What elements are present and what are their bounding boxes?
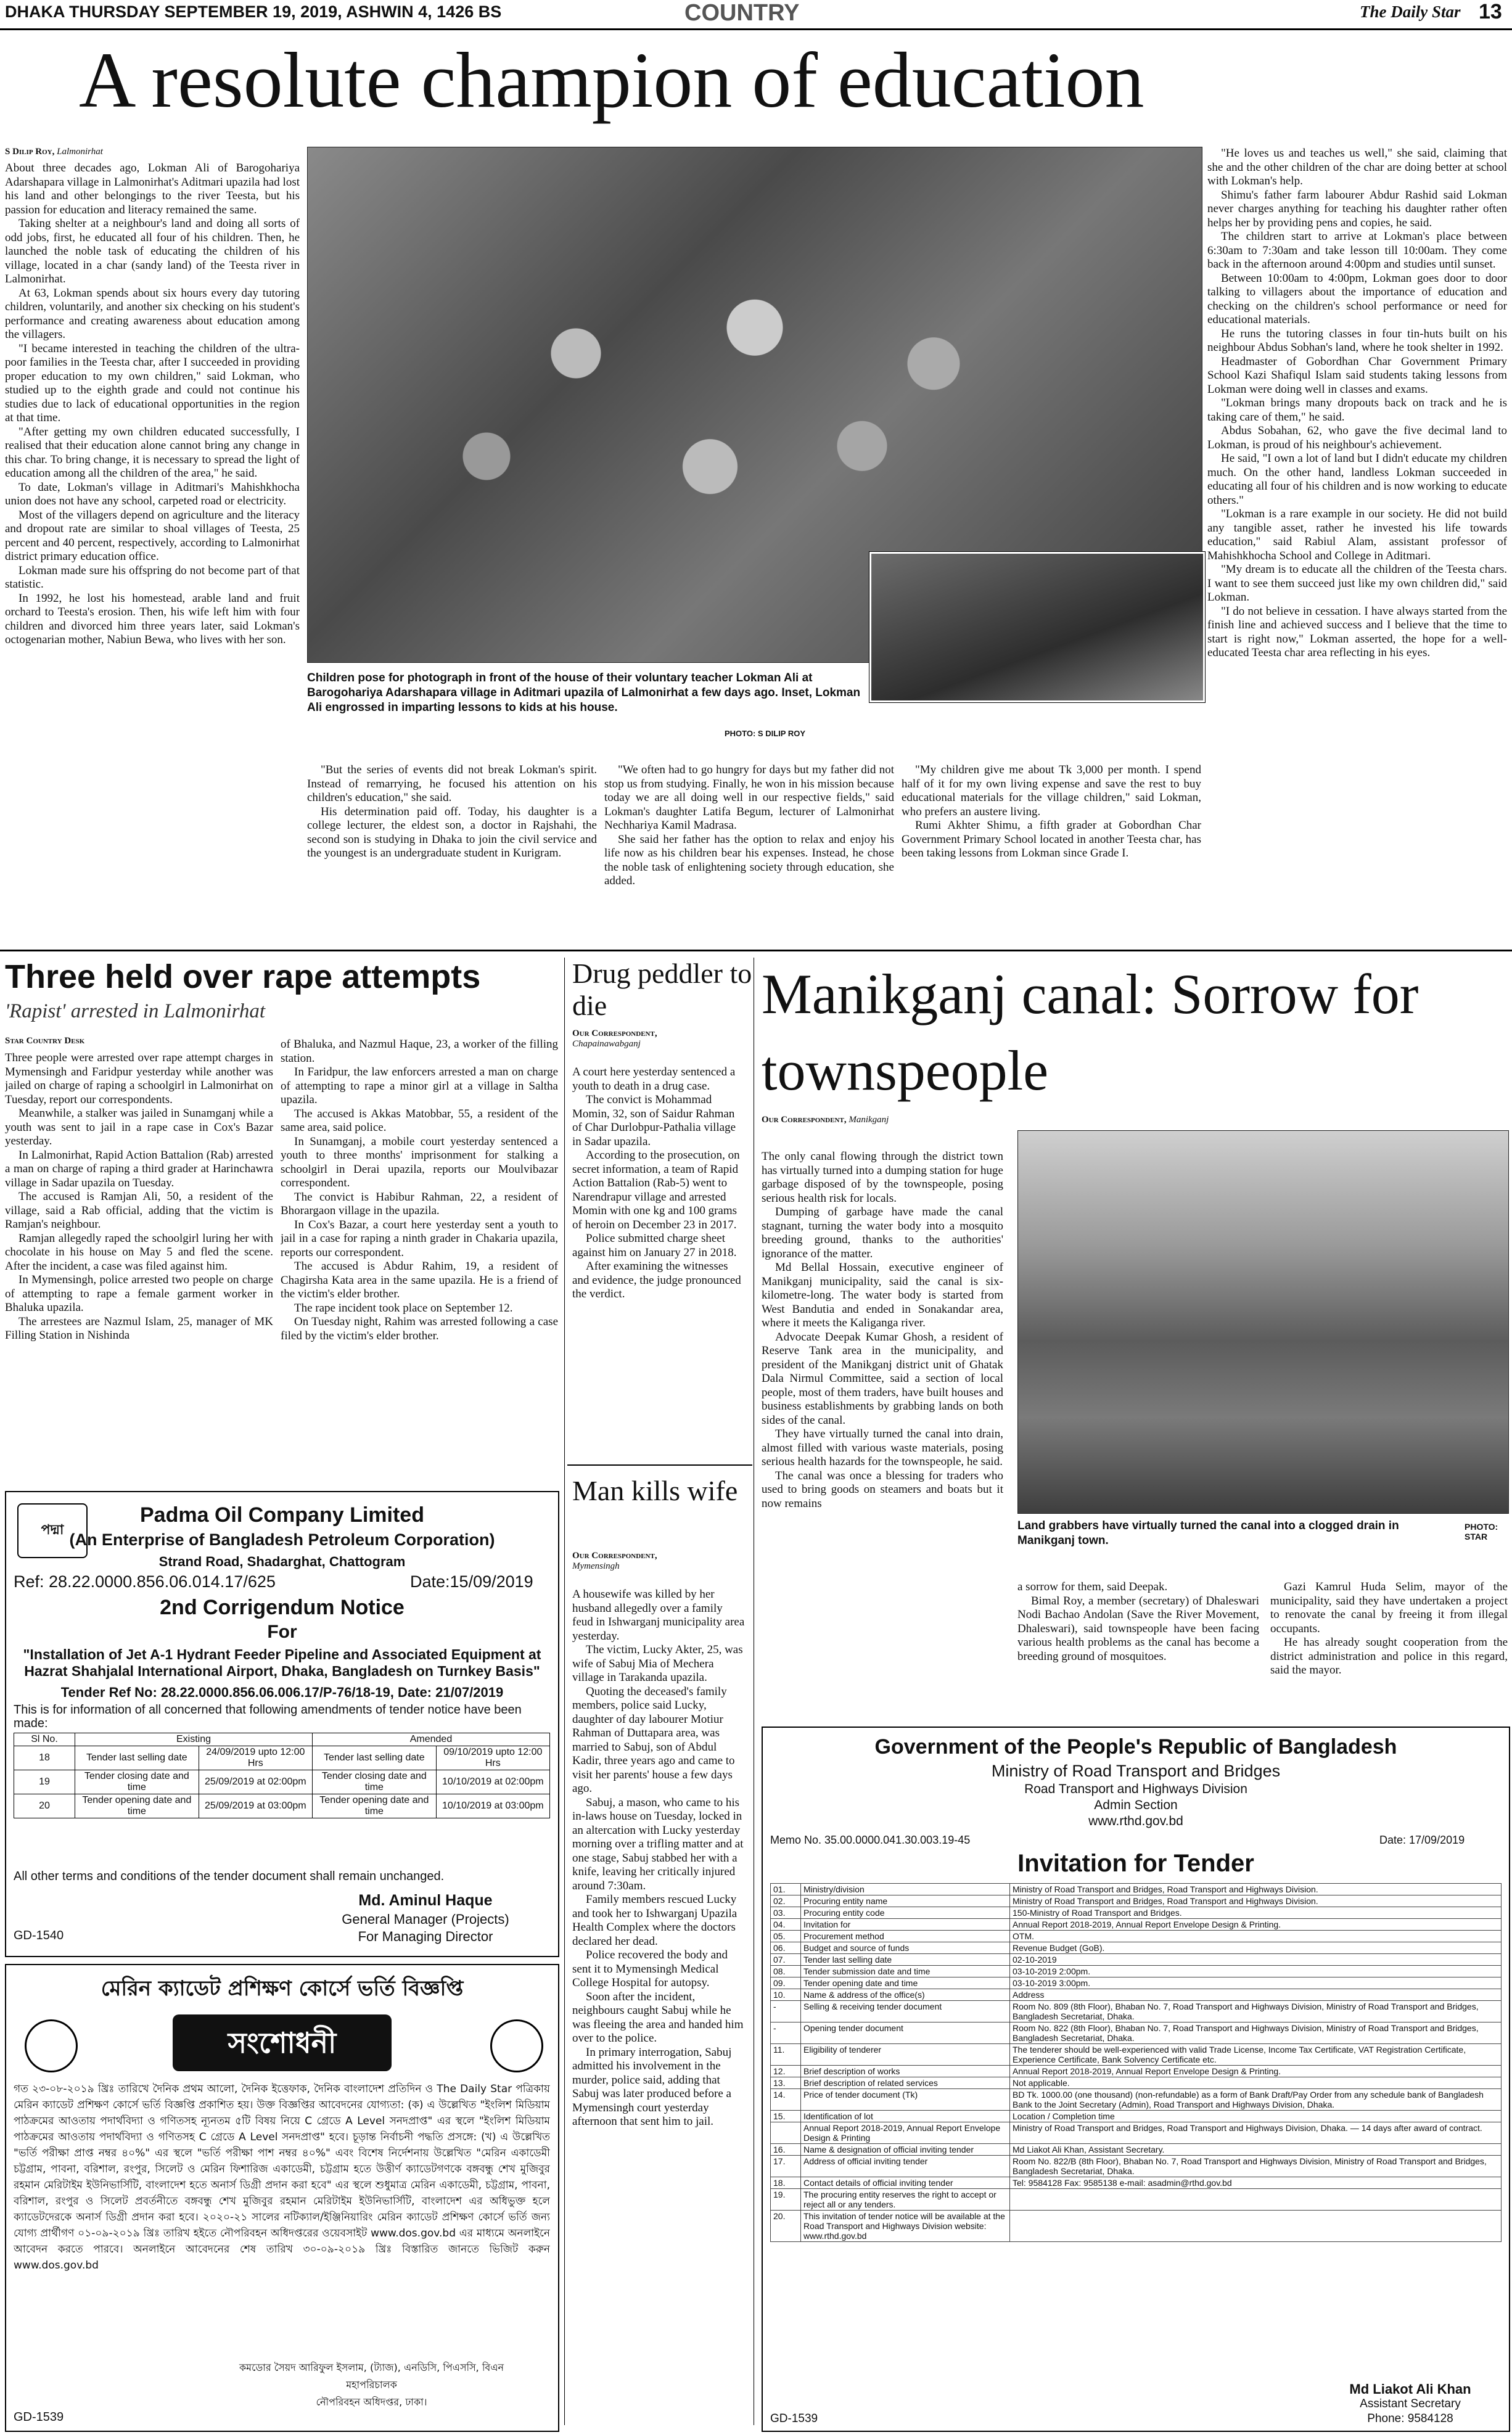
table-cell: 08.	[771, 1966, 801, 1977]
table-cell: 02-10-2019	[1010, 1954, 1502, 1966]
gov-signer-phone: Phone: 9584128	[1367, 2412, 1453, 2425]
lead-headline: A resolute champion of education	[79, 36, 1144, 124]
wife-byline-name: Our Correspondent,	[572, 1551, 657, 1561]
paragraph: "But the series of events did not break Lokman's spirit. Instead of remarrying, he focused his attention on his children's education," she said.	[307, 763, 597, 804]
gov-date: Date: 17/09/2019	[1379, 1834, 1465, 1846]
paragraph: He runs the tutoring classes in four tin-huts built on his neighbour Abdus Sobhan's land, where he took shelter in 1992.	[1207, 327, 1507, 354]
paragraph: "We often had to go hungry for days but my father did not stop us from studying. Finally, he won in his mission because today we are all doing well in our respective fields," said Lokman's daughter Latifa Begum, lecturer of Lalmonirhat Nechhariya Kamil Madrasa.	[604, 763, 894, 832]
paragraph: A housewife was killed by her husband allegedly over a family feud in Ishwarganj municipality area yesterday.	[572, 1588, 745, 1643]
lead-byline-name: S Dilip Roy,	[5, 147, 55, 157]
section-divider	[0, 950, 1512, 951]
gov-tender-ad	[762, 1727, 1510, 2432]
table-cell: Tel: 9584128 Fax: 9585138 e-mail: asadmin@rthd.gov.bd	[1010, 2177, 1502, 2189]
table-cell: 19.	[771, 2189, 801, 2211]
table-cell: 24/09/2019 upto 12:00 Hrs	[199, 1746, 312, 1770]
paragraph: Police submitted charge sheet against him on January 27 in 2018.	[572, 1232, 737, 1259]
table-row	[771, 1942, 1502, 1954]
canal-photo-credit: PHOTO: STAR	[1465, 1522, 1498, 1542]
table-cell: 25/09/2019 at 02:00pm	[199, 1770, 312, 1794]
table-cell: 02.	[771, 1895, 801, 1907]
paragraph: The accused is Akkas Matobbar, 55, a resident of the same area, said police.	[281, 1107, 558, 1134]
table-cell: 16.	[771, 2144, 801, 2156]
canal-col1	[762, 1150, 1003, 1708]
table-cell: Ministry/division	[801, 1884, 1010, 1895]
table-cell: 05.	[771, 1931, 801, 1942]
paragraph: "My children give me about Tk 3,000 per month. I spend half of it for my own living expense and save the rest to buy educational materials for the village children," said Lokman, who prefers an austere living.	[902, 763, 1201, 818]
wife-byline	[572, 1551, 757, 1572]
table-cell: Tender opening date and time	[801, 1977, 1010, 1989]
table-cell: Tender closing date and time	[312, 1770, 436, 1794]
paragraph: He has already sought cooperation from the district administration and police in this regard, said the mayor.	[1270, 1636, 1508, 1677]
table-cell: Tender last selling date	[312, 1746, 436, 1770]
table-cell: 150-Ministry of Road Transport and Bridges.	[1010, 1907, 1502, 1919]
bangladesh-emblem-icon	[25, 2019, 78, 2072]
paragraph: "Lokman brings many dropouts back on track and he is taking care of them," he said.	[1207, 396, 1507, 424]
table-cell: Room No. 822/B (8th Floor), Bhaban No. 7, Road Transport and Highways Division, Ministry of Road Transport and Bridges, Bangladesh Secretariat, Dhaka.	[1010, 2156, 1502, 2177]
table-header: Sl No.	[14, 1733, 75, 1746]
paragraph: Headmaster of Gobordhan Char Government Primary School Kazi Shafiqul Islam said students taking lessons from Lokman were doing well in classes and exams.	[1207, 355, 1507, 396]
table-cell: 20	[14, 1794, 75, 1818]
table-cell: Name & address of the office(s)	[801, 1989, 1010, 2001]
paragraph: The arrestees are Nazmul Islam, 25, manager of MK Filling Station in Nishinda	[5, 1315, 273, 1342]
table-row	[771, 1977, 1502, 1989]
paragraph: In Mymensingh, police arrested two people on charge of attempting to rape a female garment worker in Bhaluka upazila.	[5, 1273, 273, 1314]
gov-signer: Md Liakot Ali Khan	[1349, 2381, 1471, 2397]
table-row	[771, 2111, 1502, 2122]
table-cell: 10/10/2019 at 03:00pm	[436, 1794, 549, 1818]
table-cell: OTM.	[1010, 1931, 1502, 1942]
table-row	[771, 2022, 1502, 2044]
table-cell: 19	[14, 1770, 75, 1794]
gov-tender-title: Invitation for Tender	[1017, 1850, 1254, 1877]
paragraph: Rumi Akhter Shimu, a fifth grader at Gobordhan Char Government Primary School located in another Teesta char, has been taking lessons from Lokman since Grade I.	[902, 819, 1201, 860]
table-row	[771, 2077, 1502, 2089]
paragraph: To date, Lokman's village in Aditmari's Mahishkhocha union does not have any school, carpeted road or electricity.	[5, 480, 300, 507]
paragraph: Ramjan allegedly raped the schoolgirl luring her with chocolate in his house on May 5 and fled the scene. After the incident, a case was filed against him.	[5, 1231, 273, 1273]
table-cell: 18	[14, 1746, 75, 1770]
lead-col2	[307, 763, 597, 936]
wife-byline-place: Mymensingh	[572, 1561, 620, 1571]
paragraph: In 1992, he lost his homestead, arable land and fruit orchard to Teesta's erosion. Then, his wife left him with four children and divorced him three years later, said Lokman's octogenarian mother, Nabiun Bewa, who lives with her son.	[5, 591, 300, 646]
table-cell: 10.	[771, 1989, 801, 2001]
paragraph: Shimu's father farm labourer Abdur Rashid said Lokman never charges anything for teaching his daughter rather often helps her by providing pens and copies, he said.	[1207, 188, 1507, 229]
table-cell: Annual Report 2018-2019, Annual Report Envelope Design & Printing	[801, 2122, 1010, 2144]
table-cell: 12.	[771, 2066, 801, 2077]
table-row	[771, 1907, 1502, 1919]
table-cell: 04.	[771, 1919, 801, 1931]
gov-code: GD-1539	[770, 2412, 818, 2425]
paragraph: Advocate Deepak Kumar Ghosh, a resident of Reserve Tank area in the municipality, and president of the Manikganj district unit of Ghatak Dala Nirmul Committee, said a section of local people, most of them traders, have built houses and business establishments by grabbing lands on both sides of the canal.	[762, 1330, 1003, 1427]
marine-signer1: কমডোর সৈয়দ আরিফুল ইসলাম, (ট্যাজ), এনডিসি, পিএসসি, বিএন	[239, 2362, 504, 2373]
paragraph: Lokman made sure his offspring do not become part of that statistic.	[5, 564, 300, 591]
table-cell: Name & designation of official inviting tender	[801, 2144, 1010, 2156]
table-cell: Ministry of Road Transport and Bridges, Road Transport and Highways Division.	[1010, 1884, 1502, 1895]
table-cell: 01.	[771, 1884, 801, 1895]
padma-amendment-table	[14, 1733, 550, 1818]
table-row	[771, 2044, 1502, 2066]
drug-byline-name: Our Correspondent,	[572, 1029, 657, 1038]
padma-date: Date:15/09/2019	[410, 1572, 533, 1591]
gov-section: Admin Section	[1094, 1798, 1178, 1812]
lead-col3	[604, 763, 894, 936]
lead-col1	[5, 162, 300, 932]
paragraph: "He loves us and teaches us well," she said, claiming that she and the other children of the char are doing better at school with Lokman's help.	[1207, 147, 1507, 187]
paragraph: The rape incident took place on September 12.	[294, 1301, 513, 1315]
paragraph: A court here yesterday sentenced a youth to death in a drug case.	[572, 1066, 736, 1093]
table-cell: 15.	[771, 2111, 801, 2122]
lead-byline	[5, 147, 103, 157]
padma-logo-text: পদ্মা	[41, 1522, 64, 1538]
marine-body: গত ২৩-০৮-২০১৯ খ্রিঃ তারিখে দৈনিক প্রথম আলো, দৈনিক ইত্তেফাক, দৈনিক বাংলাদেশ প্রতিদিন ও The Daily Star পত্রিকায় মেরিন ক্যাডেট প্রশিক্ষণ কোর্সে ভর্তি বিজ্ঞপ্তি প্রকাশিত হয়। উক্ত বিজ্ঞপ্তির আবেদনের যোগ্যতা: (ক) এ উল্লেখিত "ইংলিশ মিডিয়াম পাঠক্রমের আওতায় পদার্থবিদ্যা ও গণিতসহ ন্যূনতম ৫টি বিষয় নিয়ে C গ্রেডে A Level সনদপ্রাপ্ত" এর স্থলে "ইংলিশ মিডিয়াম পাঠক্রমের আওতায় পদার্থবিদ্যা ও গণিতসহ C গ্রেডে A Level সনদপ্রাপ্ত" হবে। চূড়ান্ত নির্বাচনী পদ্ধতি প্রসঙ্গে: (খ) এ উল্লেখিত "ভর্তি পরীক্ষা প্রাপ্ত নম্বর ৪০%" এর স্থলে "ভর্তি পরীক্ষা পাশ নম্বর ৪০%" এবং বিশেষ নির্দেশনায় উল্লেখিত "মেরিন একাডেমী চট্টগ্রাম, পাবনা, বরিশাল, রংপুর, সিলেট ও মেরিন ফিশারিজ একাডেমী, চট্টগ্রাম হতে উত্তীর্ণ ক্যাডেটগণকে বঙ্গবন্ধু শেখ মুজিবুর রহমান মেরিটাইম ইউনিভার্সিটি, বাংলাদেশ হতে অনার্স ডিগ্রী প্রদান করা হবে" এর স্থলে শুধুমাত্র মেরিন একাডেমী, চট্টগ্রাম, পাবনা, বরিশাল, রংপুর ও সিলেট প্রবর্তনীতে বঙ্গবন্ধু শেখ মুজিবুর রহমান মেরিটাইম ইউনিভার্সিটি, বাংলাদেশ এর অধিভুক্ত হলে ক্যাডেটদেরকে অনার্স ডিগ্রী প্রদান করা হবে। ২০২০-২১ সালের নটিক্যাল/ইঞ্জিনিয়ারিং মেরিন ক্যাডেট প্রশিক্ষণ কোর্সে ভর্তি জন্য যোগ্য প্রার্থীগণ ০১-০৯-২০১৯ খ্রিঃ তারিখ হইতে নৌপরিবহন অধিদপ্তরের ওয়েবসাইট www.dos.gov.bd এর মাধ্যমে অনলাইনে আবেদন করতে পারবে। অনলাইনে আবেদনের শেষ তারিখ ৩০-০৯-২০১৯ খ্রিঃ বিস্তারিত জানতে ভিজিট করুন www.dos.gov.bd	[14, 2083, 550, 2272]
table-header: Existing	[75, 1733, 313, 1746]
table-cell: Ministry of Road Transport and Bridges, Road Transport and Highways Division.	[1010, 1895, 1502, 1907]
paragraph: In Sunamganj, a mobile court yesterday sentenced a youth to three months' imprisonment for stalking a schoolgirl in Derai upazila, reports our Moulvibazar correspondent.	[281, 1135, 558, 1189]
canal-headline: Manikganj canal: Sorrow for townspeople	[762, 963, 1419, 1102]
paragraph: After examining the witnesses and evidence, the judge pronounced the verdict.	[572, 1260, 741, 1300]
paragraph: Taking shelter at a neighbour's land and doing all sorts of odd jobs, first, he educated all four of his children. Then, he launched the noble task of educating the children of his village, located in a char (sandy land) of the Teesta river in Lalmonirhat.	[5, 217, 300, 285]
drug-byline	[572, 1029, 757, 1049]
paragraph: Quoting the deceased's family members, police said Lucky, daughter of day labourer Motiur Rahman of Duttapara area, was married to Sabuj, son of Abdul Kadir, three years ago and came to visit her parents' house a few days ago.	[572, 1685, 735, 1795]
table-cell: Tender submission date and time	[801, 1966, 1010, 1977]
paragraph: of Bhaluka, and Nazmul Haque, 23, a worker of the filling station.	[281, 1038, 558, 1065]
table-header-row	[14, 1733, 550, 1746]
marine-code: GD-1539	[14, 2410, 64, 2424]
paragraph: The accused is Abdur Rahim, 19, a resident of Chagirsha Kata area in the same upazila. He is a friend of the victim's elder brother.	[281, 1260, 558, 1300]
table-cell: Md Liakot Ali Khan, Assistant Secretary.	[1010, 2144, 1502, 2156]
canal-byline-name: Our Correspondent,	[762, 1115, 847, 1125]
column-rule	[564, 958, 565, 2425]
paragraph: "Lokman is a rare example in our society. He did not build any tangible asset, rather he invested his life towards education," said Rabiul Alam, assistant professor of Mahishkhocha School and College in Aditmari.	[1207, 507, 1507, 562]
table-cell: Procuring entity code	[801, 1907, 1010, 1919]
canal-photo	[1017, 1130, 1509, 1514]
table-cell: -	[771, 2022, 801, 2044]
dos-logo-icon	[490, 2019, 543, 2072]
table-cell: Opening tender document	[801, 2022, 1010, 2044]
gov-title: Government of the People's Republic of Bangladesh	[874, 1735, 1397, 1759]
table-cell: Room No. 822 (8th Floor), Bhaban No. 7, Road Transport and Highways Division, Ministry of Road Transport and Bridges, Bangladesh Secretariat, Dhaka.	[1010, 2022, 1502, 2044]
table-cell: Budget and source of funds	[801, 1942, 1010, 1954]
paragraph: a sorrow for them, said Deepak.	[1017, 1580, 1168, 1593]
marine-signer3: নৌপরিবহন অধিদপ্তর, ঢাকা।	[316, 2396, 427, 2408]
table-cell: Brief description of related services	[801, 2077, 1010, 2089]
padma-tender-ref: Tender Ref No: 28.22.0000.856.06.006.17/P-76/18-19, Date: 21/07/2019	[60, 1685, 504, 1700]
paragraph: His determination paid off. Today, his daughter is a college lecturer, the eldest son, a doctor in Rajshahi, the second son is studying in Dhaka to join the civil service and the youngest is an undergraduate student in Kurigram.	[307, 805, 597, 860]
canal-col2	[1017, 1580, 1259, 1710]
table-cell: Tender opening date and time	[75, 1794, 199, 1818]
gov-website: www.rthd.gov.bd	[1088, 1814, 1183, 1828]
rape-col2	[281, 1038, 558, 1458]
paragraph: The accused is Ramjan Ali, 50, a resident of the village, said a Rab official, adding that the victim is Ramjan's neighbour.	[5, 1190, 273, 1231]
table-row	[771, 1931, 1502, 1942]
table-row	[771, 2144, 1502, 2156]
dateline: DHAKA THURSDAY SEPTEMBER 19, 2019, ASHWIN 4, 1426 BS	[5, 2, 502, 21]
lead-caption: Children pose for photograph in front of the house of their voluntary teacher Lokman Ali at Barogohariya Adarshapara village in Aditmari upazila of Lalmonirhat a few days ago. Inset, Lokman Ali engrossed in imparting lessons to kids at his house.	[307, 671, 861, 714]
table-row	[771, 2089, 1502, 2111]
table-cell: 25/09/2019 at 03:00pm	[199, 1794, 312, 1818]
drug-headline: Drug peddler to die	[572, 958, 752, 1021]
table-cell: 20.	[771, 2211, 801, 2242]
table-cell	[1010, 2189, 1502, 2211]
table-row	[771, 2189, 1502, 2211]
padma-signer-title2: For Managing Director	[358, 1929, 493, 1944]
table-cell: Address of official inviting tender	[801, 2156, 1010, 2177]
canal-caption: Land grabbers have virtually turned the canal into a clogged drain in Manikganj town.	[1017, 1519, 1399, 1547]
marine-signer2: মহাপরিচালক	[346, 2379, 397, 2391]
table-row	[771, 2001, 1502, 2022]
table-cell: Annual Report 2018-2019, Annual Report Envelope Design & Printing.	[1010, 1919, 1502, 1931]
rape-col1	[5, 1051, 273, 1458]
table-cell: 07.	[771, 1954, 801, 1966]
padma-address: Strand Road, Shadarghat, Chattogram	[158, 1554, 406, 1569]
marine-banner	[173, 2014, 392, 2071]
table-cell: Procuring entity name	[801, 1895, 1010, 1907]
table-cell: Price of tender document (Tk)	[801, 2089, 1010, 2111]
gov-ministry: Ministry of Road Transport and Bridges	[991, 1762, 1281, 1780]
table-header: Amended	[312, 1733, 549, 1746]
page-number: 13	[1479, 0, 1502, 23]
paragraph: Bimal Roy, a member (secretary) of Dhaleswari Nodi Bachao Andolan (Save the River Movement, Dhaleswari), said townspeople have been facing various health problems as the canal has become a breeding ground of mosquitoes.	[1017, 1594, 1259, 1663]
table-cell: 11.	[771, 2044, 801, 2066]
table-cell: This invitation of tender notice will be available at the Road Transport and Highways Division website: www.rthd.gov.bd	[801, 2211, 1010, 2242]
table-cell: 14.	[771, 2089, 801, 2111]
gov-division: Road Transport and Highways Division	[1024, 1782, 1247, 1796]
table-cell: The tenderer should be well-experienced with valid Trade License, Income Tax Certificate, VAT Registration Certificate, Experience Certificate, Bank Solvency Certificate etc.	[1010, 2044, 1502, 2066]
drug-body	[572, 1066, 746, 1460]
table-row	[771, 2122, 1502, 2144]
table-cell: 03.	[771, 1907, 801, 1919]
padma-subtitle: (An Enterprise of Bangladesh Petroleum Corporation)	[69, 1530, 495, 1549]
paragraph: The canal was once a blessing for traders who used to bring goods on steamers and boats but it now remains	[762, 1469, 1003, 1510]
paragraph: They have virtually turned the canal into drain, almost filled with various waste materials, posing serious health hazards for the townspeople, he said.	[762, 1427, 1003, 1468]
paragraph: In Faridpur, the law enforcers arrested a man on charge of attempting to rape a minor girl at a village in Saltha upazila.	[281, 1066, 558, 1106]
table-cell: Invitation for	[801, 1919, 1010, 1931]
table-cell: The procuring entity reserves the right to accept or reject all or any tenders.	[801, 2189, 1010, 2211]
paragraph: In Cox's Bazar, a court here yesterday sent a youth to jail in a case for raping a ninth grader in Chakaria upazila, reports our correspondent.	[281, 1218, 558, 1259]
paragraph: Md Bellal Hossain, executive engineer of Manikganj municipality, said the canal is six-kilometre-long. The water body is started from West Bandutia and ended in Sonakandar area, where it meets the Kaliganga river.	[762, 1261, 1003, 1329]
canal-col3	[1270, 1580, 1508, 1710]
rape-headline: Three held over rape attempts	[5, 958, 481, 995]
table-cell: Procurement method	[801, 1931, 1010, 1942]
column-rule	[567, 1464, 752, 1466]
padma-code: GD-1540	[14, 1929, 64, 1942]
table-row	[14, 1746, 550, 1770]
paragraph: "My dream is to educate all the children of the Teesta chars. I want to see them succeed just like my own children did," said Lokman.	[1207, 563, 1507, 604]
wife-headline: Man kills wife	[572, 1475, 738, 1506]
paragraph: The children start to arrive at Lokman's place between 6:30am to 7:30am and take lesson till 10:00am. They come back in the afternoon around 4:00pm and studies until sunset.	[1207, 230, 1507, 271]
table-cell: Revenue Budget (GoB).	[1010, 1942, 1502, 1954]
table-cell	[771, 2122, 801, 2144]
paragraph: At 63, Lokman spends about six hours every day tutoring children, voluntarily, and another six checking on his student's performance and creating awareness about education among the villagers.	[5, 286, 300, 341]
table-cell: 09.	[771, 1977, 801, 1989]
padma-info: This is for information of all concerned that following amendments of tender notice have been made:	[14, 1703, 522, 1730]
paragraph: The victim, Lucky Akter, 25, was wife of Sabuj Mia of Mechera village in Tarakanda upazila.	[572, 1643, 743, 1684]
marine-title: মেরিন ক্যাডেট প্রশিক্ষণ কোর্সে ভর্তি বিজ্ঞপ্তি	[101, 1976, 464, 2001]
gov-signer-title: Assistant Secretary	[1360, 2397, 1461, 2410]
table-cell	[1010, 2211, 1502, 2242]
table-row	[771, 1895, 1502, 1907]
paragraph: Between 10:00am to 4:00pm, Lokman goes door to door talking to villagers about the importance of education and checking on the children's school performance or need for educational materials.	[1207, 271, 1507, 326]
padma-oil-ad	[5, 1491, 559, 1957]
gov-tender-table	[770, 1883, 1502, 2242]
lead-byline-place: Lalmonirhat	[57, 147, 103, 157]
padma-for: For	[267, 1622, 297, 1642]
table-cell: 13.	[771, 2077, 801, 2089]
wife-body	[572, 1588, 746, 2429]
padma-project: "Installation of Jet A-1 Hydrant Feeder Pipeline and Associated Equipment at Hazrat Shahjalal International Airport, Dhaka, Bangladesh on Turnkey Basis"	[23, 1646, 541, 1679]
table-cell: Tender last selling date	[75, 1746, 199, 1770]
marine-cadet-ad	[5, 1964, 559, 2432]
paragraph: Gazi Kamrul Huda Selim, mayor of the municipality, said they have undertaken a project to renovate the canal by freeing it from illegal occupants.	[1270, 1580, 1508, 1635]
table-row	[771, 2177, 1502, 2189]
table-row	[14, 1770, 550, 1794]
table-cell: 18.	[771, 2177, 801, 2189]
table-cell: Address	[1010, 1989, 1502, 2001]
paragraph: The convict is Mohammad Momin, 32, son of Saidur Rahman of Char Durlobpur-Pathalia village in Sadar upazila.	[572, 1093, 736, 1148]
table-cell: Location / Completion time	[1010, 2111, 1502, 2122]
table-cell: -	[771, 2001, 801, 2022]
lead-inset-photo	[869, 552, 1205, 702]
table-cell: Room No. 809 (8th Floor), Bhaban No. 7, Road Transport and Highways Division, Ministry of Road Transport and Bridges, Bangladesh Secretariat, Dhaka.	[1010, 2001, 1502, 2022]
paragraph: Most of the villagers depend on agriculture and the literacy and dropout rate are similar to shoal villages of Teesta, 25 percent and 40 percent, respectively, according to Lalmonirhat district primary education office.	[5, 508, 300, 563]
table-cell: Selling & receiving tender document	[801, 2001, 1010, 2022]
padma-signer: Md. Aminul Haque	[358, 1892, 493, 1909]
table-cell: Tender last selling date	[801, 1954, 1010, 1966]
paragraph: Dumping of garbage have made the canal stagnant, turning the water body into a mosquito breeding ground, thanks to the authorities' ignorance of the matter.	[762, 1205, 1003, 1260]
paragraph: About three decades ago, Lokman Ali of Barogohariya Adarshapara village in Lalmonirhat's Aditmari upazila had lost his land and other belongings to the river Teesta, but his passion for education and literacy remained the same.	[5, 162, 300, 216]
table-row	[771, 2156, 1502, 2177]
lead-col5	[1207, 147, 1507, 936]
paragraph: Police recovered the body and sent it to Mymensingh Medical College Hospital for autopsy.	[572, 1948, 728, 1989]
padma-footer-note: All other terms and conditions of the tender document shall remain unchanged.	[14, 1870, 445, 1883]
drug-byline-place: Chapainawabganj	[572, 1039, 641, 1049]
lead-col4	[902, 763, 1201, 936]
masthead: The Daily Star	[1360, 2, 1461, 21]
paragraph: "I became interested in teaching the children of the ultra-poor families in the Teesta char, after I succeeded in providing proper education to my own children," said Lokman, who studied up to the eighth grade and could not continue his studies due to lack of educational opportunities in the region at that time.	[5, 342, 300, 424]
table-row	[771, 1966, 1502, 1977]
padma-ref: Ref: 28.22.0000.856.06.014.17/625	[14, 1572, 276, 1591]
table-cell: Tender closing date and time	[75, 1770, 199, 1794]
table-cell: Identification of lot	[801, 2111, 1010, 2122]
table-row	[771, 1919, 1502, 1931]
canal-byline-place: Manikganj	[848, 1115, 889, 1125]
padma-notice-title: 2nd Corrigendum Notice	[160, 1596, 405, 1619]
padma-signer-title1: General Manager (Projects)	[342, 1911, 509, 1927]
rape-byline: Star Country Desk	[5, 1036, 85, 1046]
table-cell: Tender opening date and time	[312, 1794, 436, 1818]
table-cell: 06.	[771, 1942, 801, 1954]
paragraph: The only canal flowing through the district town has virtually turned into a dumping station for huge garbage disposed of by the townspeople, posing serious health risk for locals.	[762, 1150, 1003, 1205]
table-row	[771, 2211, 1502, 2242]
table-cell: 10/10/2019 at 02:00pm	[436, 1770, 549, 1794]
table-row	[771, 1989, 1502, 2001]
table-cell: Not applicable.	[1010, 2077, 1502, 2089]
table-cell: Eligibility of tenderer	[801, 2044, 1010, 2066]
paragraph: Soon after the incident, neighbours caught Sabuj while he was fleeing the area and handed him over to the police.	[572, 1990, 744, 2045]
paragraph: "After getting my own children educated successfully, I realised that their education alone cannot bring any change in this char. To bring change, it is necessary to spread the light of education among all the children of the area," he said.	[5, 425, 300, 480]
section-label: COUNTRY	[684, 0, 800, 26]
paragraph: She said her father has the option to relax and enjoy his life now as his children bear his expenses. Instead, he chose the noble task of enlightening society through education, she added.	[604, 832, 894, 887]
canal-byline	[762, 1115, 889, 1125]
paragraph: According to the prosecution, on secret information, a team of Rapid Action Battalion (Rab-5) went to Narendrapur village and arrested Momin with one kg and 100 grams of heroin on December 23 in 2017.	[572, 1149, 740, 1231]
table-cell: Ministry of Road Transport and Bridges, Road Transport and Highways Division, Dhaka. — 14 days after award of contract.	[1010, 2122, 1502, 2144]
table-cell: 03-10-2019 3:00pm.	[1010, 1977, 1502, 1989]
table-row	[771, 1884, 1502, 1895]
table-cell: Brief description of works	[801, 2066, 1010, 2077]
padma-title: Padma Oil Company Limited	[140, 1503, 424, 1527]
table-row	[14, 1794, 550, 1818]
marine-banner-text: সংশোধনী	[228, 2026, 337, 2059]
table-cell: 09/10/2019 upto 12:00 Hrs	[436, 1746, 549, 1770]
paragraph: Three people were arrested over rape attempt charges in Mymensingh and Faridpur yesterday while another was jailed on charge of raping a schoolgirl in Lalmonirhat on Tuesday, report our correspondents.	[5, 1051, 273, 1106]
page-header	[0, 0, 1512, 30]
table-cell: Annual Report 2018-2019, Annual Report Envelope Design & Printing.	[1010, 2066, 1502, 2077]
paragraph: On Tuesday night, Rahim was arrested following a case filed by the victim's elder brother.	[281, 1315, 558, 1342]
lead-photo-credit: PHOTO: S DILIP ROY	[725, 729, 805, 738]
header-rule	[0, 28, 1512, 30]
rape-kicker: 'Rapist' arrested in Lalmonirhat	[5, 1000, 266, 1022]
paragraph: He said, "I own a lot of land but I didn't educate my children much. On the other hand, landless Lokman succeeded in educating all four of his children and is now working to educate others."	[1207, 452, 1507, 507]
paragraph: In primary interrogation, Sabuj admitted his involvement in the murder, police said, adding that Sabuj was later produced before a Mymensingh court yesterday afternoon that sent him to jail.	[572, 2045, 732, 2128]
paragraph: Sabuj, a mason, who came to his in-laws house on Tuesday, locked in an altercation with Lucky yesterday morning over a trifling matter and at one stage, Sabuj stabbed her with a knife, leaving her critically injured around 7:30am.	[572, 1796, 744, 1892]
gov-memo: Memo No. 35.00.0000.041.30.003.19-45	[770, 1834, 971, 1846]
table-cell: Contact details of official inviting tender	[801, 2177, 1010, 2189]
paragraph: Abdus Sobahan, 62, who gave the five decimal land to Lokman, is proud of his neighbour's achievement.	[1207, 424, 1507, 451]
paragraph: The convict is Habibur Rahman, 22, a resident of Bhorargaon village in the upazila.	[281, 1190, 558, 1217]
paragraph: Meanwhile, a stalker was jailed in Sunamganj while a youth was sent to jail in a rape case in Cox's Bazar yesterday.	[5, 1107, 273, 1148]
table-cell: BD Tk. 1000.00 (one thousand) (non-refundable) as a form of Bank Draft/Pay Order from any schedule bank of Bangladesh Bank to the Joint Secretary (Admin), Road Transport and Highways Division, Dhaka.	[1010, 2089, 1502, 2111]
paragraph: Family members rescued Lucky and took her to Ishwarganj Upazila Health Complex where the doctors declared her dead.	[572, 1893, 738, 1948]
table-cell: 03-10-2019 2:00pm.	[1010, 1966, 1502, 1977]
paragraph: In Lalmonirhat, Rapid Action Battalion (Rab) arrested a man on charge of raping a third grader at Harinchawra village in Sadar upazila on Tuesday.	[5, 1148, 273, 1189]
table-row	[771, 2066, 1502, 2077]
table-cell: 17.	[771, 2156, 801, 2177]
table-row	[771, 1954, 1502, 1966]
paragraph: "I do not believe in cessation. I have always started from the finish line and achieved success and I believe that the time to start is right now," Lokman asserted, the hope for a well-educated Teesta char area reflecting in his eyes.	[1207, 604, 1507, 659]
